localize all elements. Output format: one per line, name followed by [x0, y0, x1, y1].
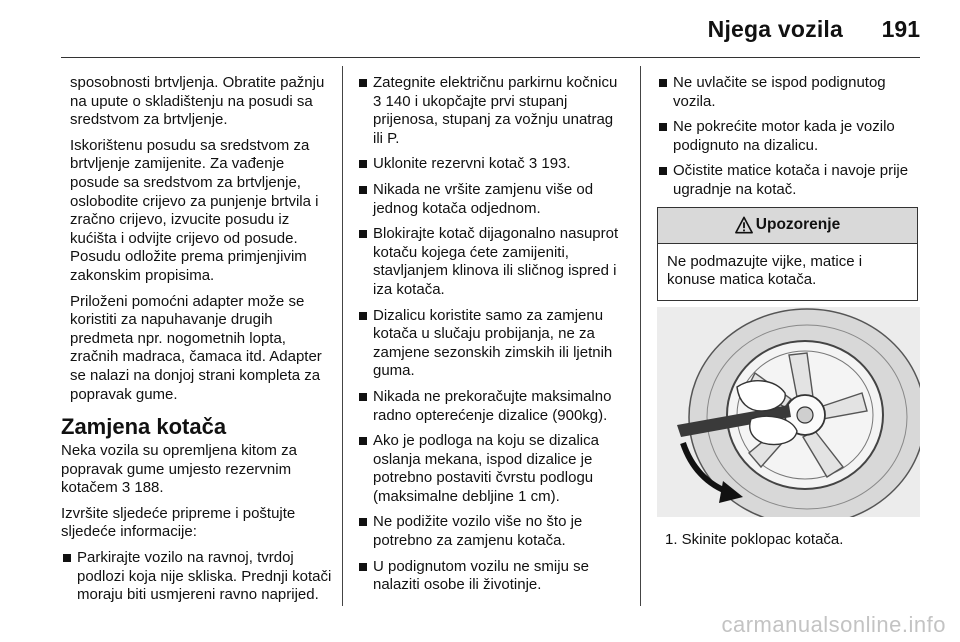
list-item: Nikada ne vršite zamjenu više od jednog kotača odjednom. — [357, 181, 627, 218]
list-item: Uklonite rezervni kotač 3 193. — [357, 155, 627, 174]
bullet-square-icon — [359, 393, 367, 401]
bullet-list-col3 — [657, 74, 923, 200]
column-divider-2 — [640, 66, 641, 606]
list-item: U podignutom vozilu ne smiju se nalaziti osobe ili životinje. — [357, 558, 627, 595]
warning-text: Ne podmazujte vijke, matice i konuse matica kotača. — [667, 252, 863, 289]
paragraph-adapter: Priloženi pomoćni adapter može se koristiti za napuhavanje drugih predmeta npr. nogometnih lopta, zračnih madraca, čamaca itd. Adapter se nalazi na donjoj strani kompleta za popravak gume. — [70, 292, 322, 403]
list-item: Ako je podloga na koju se dizalica oslanja mekana, ispod dizalice je potrebno postaviti čvrstu podlogu (maksimalne debljine 1 cm). — [357, 432, 627, 506]
column-1 — [61, 74, 333, 612]
warning-triangle-icon — [735, 216, 753, 234]
bullet-square-icon — [359, 437, 367, 445]
paragraph-sealant-storage: sposobnosti brtvljenja. Obratite pažnju na upute o skladištenju na posudi sa sredstvom za brtvljenje. — [70, 74, 325, 129]
bullet-list-col2 — [357, 74, 627, 595]
bullet-square-icon — [359, 563, 367, 571]
column-2 — [357, 74, 627, 602]
page-number: 191 — [881, 16, 920, 42]
bullet-square-icon — [359, 79, 367, 87]
list-item: Blokirajte kotač dijagonalno nasuprot kotaču kojega ćete zamijeniti, stavljanjem klinova ili sličnog ispred i iza kotača. — [357, 225, 627, 299]
wheel-cover-removal-illustration — [657, 307, 920, 517]
bullet-square-icon — [659, 79, 667, 87]
bullet-square-icon — [659, 167, 667, 175]
bullet-square-icon — [63, 554, 71, 562]
warning-title: Upozorenje — [755, 215, 841, 233]
list-item: Ne pokrećite motor kada je vozilo podignuto na dizalicu. — [657, 118, 923, 155]
paragraph-replace-sealant: Iskorištenu posudu sa sredstvom za brtvljenje zamijenite. Za vađenje posude sa sredstvom za brtvljenje, oslobodite crijevo za punjenje brtvila i zračno crijevo, izvucite posudu iz kućišta i odvijte crijevo od posude. Posudu odložite prema primjenjivim zakonskim propisima. — [70, 136, 319, 284]
page-header — [0, 0, 960, 56]
watermark: carmanualsonline.info — [721, 612, 946, 637]
heading-wheel-change: Zamjena kotača — [61, 414, 227, 440]
list-item: Parkirajte vozilo na ravnoj, tvrdoj podlozi koja nije skliska. Prednji kotači moraju biti usmjereni ravno naprijed. — [61, 549, 333, 605]
bullet-square-icon — [359, 518, 367, 526]
bullet-square-icon — [659, 123, 667, 131]
column-3 — [657, 74, 923, 556]
bullet-square-icon — [359, 160, 367, 168]
illustration-caption: 1. Skinite poklopac kotača. — [665, 530, 844, 548]
paragraph-preparations: Izvršite sljedeće pripreme i poštujte sljedeće informacije: — [61, 504, 296, 541]
list-item: Ne uvlačite se ispod podignutog vozila. — [657, 74, 923, 111]
section-title: Njega vozila — [707, 16, 843, 42]
paragraph-repair-kit: Neka vozila su opremljena kitom za popravak gume umjesto rezervnim kotačem 3 188. — [61, 442, 297, 497]
warning-box — [657, 207, 918, 301]
list-item: Očistite matice kotača i navoje prije ugradnje na kotač. — [657, 162, 923, 199]
column-divider-1 — [342, 66, 343, 606]
wheel-illustration-svg — [657, 307, 920, 517]
header-divider — [61, 57, 920, 58]
list-item: Ne podižite vozilo više no što je potrebno za zamjenu kotača. — [357, 513, 627, 550]
bullet-square-icon — [359, 230, 367, 238]
list-item: Zategnite električnu parkirnu kočnicu 3 140 i ukopčajte prvi stupanj prijenosa, stupanj za vožnju unatrag ili P. — [357, 74, 627, 148]
list-item: Dizalicu koristite samo za zamjenu kotača u slučaju probijanja, ne za zamjene sezonskih zimskih ili ljetnih guma. — [357, 307, 627, 381]
list-item: Nikada ne prekoračujte maksimalno radno opterećenje dizalice (900kg). — [357, 388, 627, 425]
warning-header — [658, 208, 917, 244]
bullet-square-icon — [359, 312, 367, 320]
bullet-list-col1 — [61, 549, 333, 605]
bullet-square-icon — [359, 186, 367, 194]
